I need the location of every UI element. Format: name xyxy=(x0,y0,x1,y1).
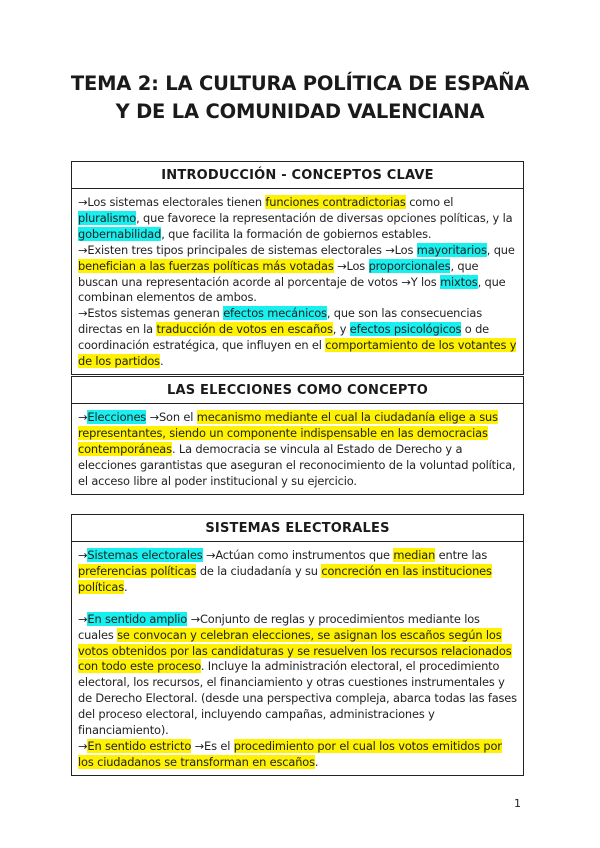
highlight-cyan: Elecciones xyxy=(87,410,147,424)
text-run: → xyxy=(78,548,88,562)
text-run: →Es el xyxy=(191,738,234,753)
text-run: . xyxy=(159,354,164,369)
sistemas-paragraph-2 xyxy=(78,612,517,739)
text-run: entre las xyxy=(435,548,488,562)
highlight-yellow: mecanismo mediante el cual la ciudadanía elige a sus representantes, siendo un componente indispensable en las democracias contemporáneas xyxy=(78,410,498,456)
highlight-yellow: traducción de votos en escaños xyxy=(156,322,333,337)
intro-section xyxy=(71,161,524,375)
elecciones-section xyxy=(71,376,524,495)
highlight-cyan: mixtos xyxy=(440,274,478,289)
sistemas-body xyxy=(72,542,523,775)
highlight-yellow: comportamiento de los votantes y de los partidos xyxy=(78,338,517,369)
highlight-cyan: En sentido amplio xyxy=(87,611,188,626)
text-run: →Estos sistemas generan xyxy=(78,306,224,321)
text-run: . xyxy=(314,754,319,769)
text-run: →Son el xyxy=(146,410,197,424)
text-run: . xyxy=(124,579,128,594)
text-run: → xyxy=(78,611,88,626)
title-line-1: TEMA 2: LA CULTURA POLÍTICA DE ESPAÑA xyxy=(70,72,530,95)
text-run: →Actúan como instrumentos que xyxy=(202,548,394,562)
highlight-cyan: Sistemas electorales xyxy=(87,548,203,562)
text-run: , que facilita la formación de gobiernos estables. xyxy=(161,226,432,241)
highlight-yellow: En sentido estricto xyxy=(87,738,192,753)
highlight-yellow: se convocan y celebran elecciones, se asignan los escaños según los votos obtenidos por las candidaturas y se resuelven los recursos relacionados con todo este proceso xyxy=(78,627,512,674)
text-run: →Los xyxy=(333,258,369,273)
document-title xyxy=(40,70,560,126)
page-number: 1 xyxy=(514,797,521,810)
sistemas-section xyxy=(71,514,524,776)
text-run: →Existen tres tipos principales de sistemas electorales →Los xyxy=(78,242,417,257)
elecciones-paragraph-1 xyxy=(78,410,517,490)
highlight-cyan: mayoritarios xyxy=(416,242,487,257)
title-line-2: Y DE LA COMUNIDAD VALENCIANA xyxy=(115,100,485,123)
text-run: → xyxy=(78,738,88,753)
sistemas-paragraph-3 xyxy=(78,739,517,771)
intro-paragraph-2 xyxy=(78,243,517,307)
text-run: , y xyxy=(332,322,350,337)
sistemas-paragraph-1 xyxy=(78,548,517,596)
text-run: . Incluye la administración electoral, el procedimiento electoral, los recursos, el financiamiento y otras cuestiones instrumentales y de Derecho Electoral. (desde una perspectiva compleja, abarca todas las fases del proceso electoral, incluyendo campañas, administraciones y financiamiento). xyxy=(78,659,517,738)
intro-body xyxy=(72,189,523,374)
text-run: como el xyxy=(405,195,454,209)
text-run: , que buscan una representación acorde al porcentaje de votos →Y los xyxy=(78,258,479,289)
highlight-cyan: proporcionales xyxy=(368,258,451,273)
highlight-yellow: preferencias políticas xyxy=(78,563,197,578)
intro-paragraph-3 xyxy=(78,306,517,370)
text-run: , que combinan elementos de ambos. xyxy=(78,274,506,305)
text-run: →Conjunto de reglas y procedimientos mediante los cuales xyxy=(78,611,480,642)
elecciones-body xyxy=(72,404,523,494)
elecciones-heading: LAS ELECCIONES COMO CONCEPTO xyxy=(72,377,523,404)
highlight-yellow: median xyxy=(393,548,436,562)
text-run: → xyxy=(78,410,88,424)
intro-heading: INTRODUCCIÓN - CONCEPTOS CLAVE xyxy=(72,162,523,189)
highlight-cyan: pluralismo xyxy=(78,210,137,225)
highlight-cyan: efectos psicológicos xyxy=(349,322,462,337)
text-run: . La democracia se vincula al Estado de Derecho y a elecciones garantistas que aseguran el reconocimiento de la voluntad política, el acceso libre al poder institucional y su ejercicio. xyxy=(78,441,516,488)
text-run: , que son las consecuencias directas en la xyxy=(78,306,482,337)
sistemas-heading: SISTEMAS ELECTORALES xyxy=(72,515,523,542)
text-run: , que favorece la representación de diversas opciones políticas, y la xyxy=(136,210,513,225)
text-run: o de coordinación estratégica, que influyen en el xyxy=(78,322,490,353)
text-run: →Los sistemas electorales tienen xyxy=(78,195,266,209)
highlight-yellow: funciones contradictorias xyxy=(265,195,406,209)
highlight-yellow: benefician a las fuerzas políticas más votadas xyxy=(78,258,334,273)
highlight-cyan: gobernabilidad xyxy=(78,226,162,241)
highlight-cyan: efectos mecánicos xyxy=(223,306,327,321)
highlight-yellow: concreción en las instituciones políticas xyxy=(78,563,492,594)
text-run: , que xyxy=(486,242,515,257)
highlight-yellow: procedimiento por el cual los votos emitidos por los ciudadanos se transforman en escaños xyxy=(78,738,502,769)
paragraph-gap xyxy=(78,596,517,612)
intro-paragraph-1 xyxy=(78,195,517,243)
text-run: de la ciudadanía y su xyxy=(196,563,322,578)
